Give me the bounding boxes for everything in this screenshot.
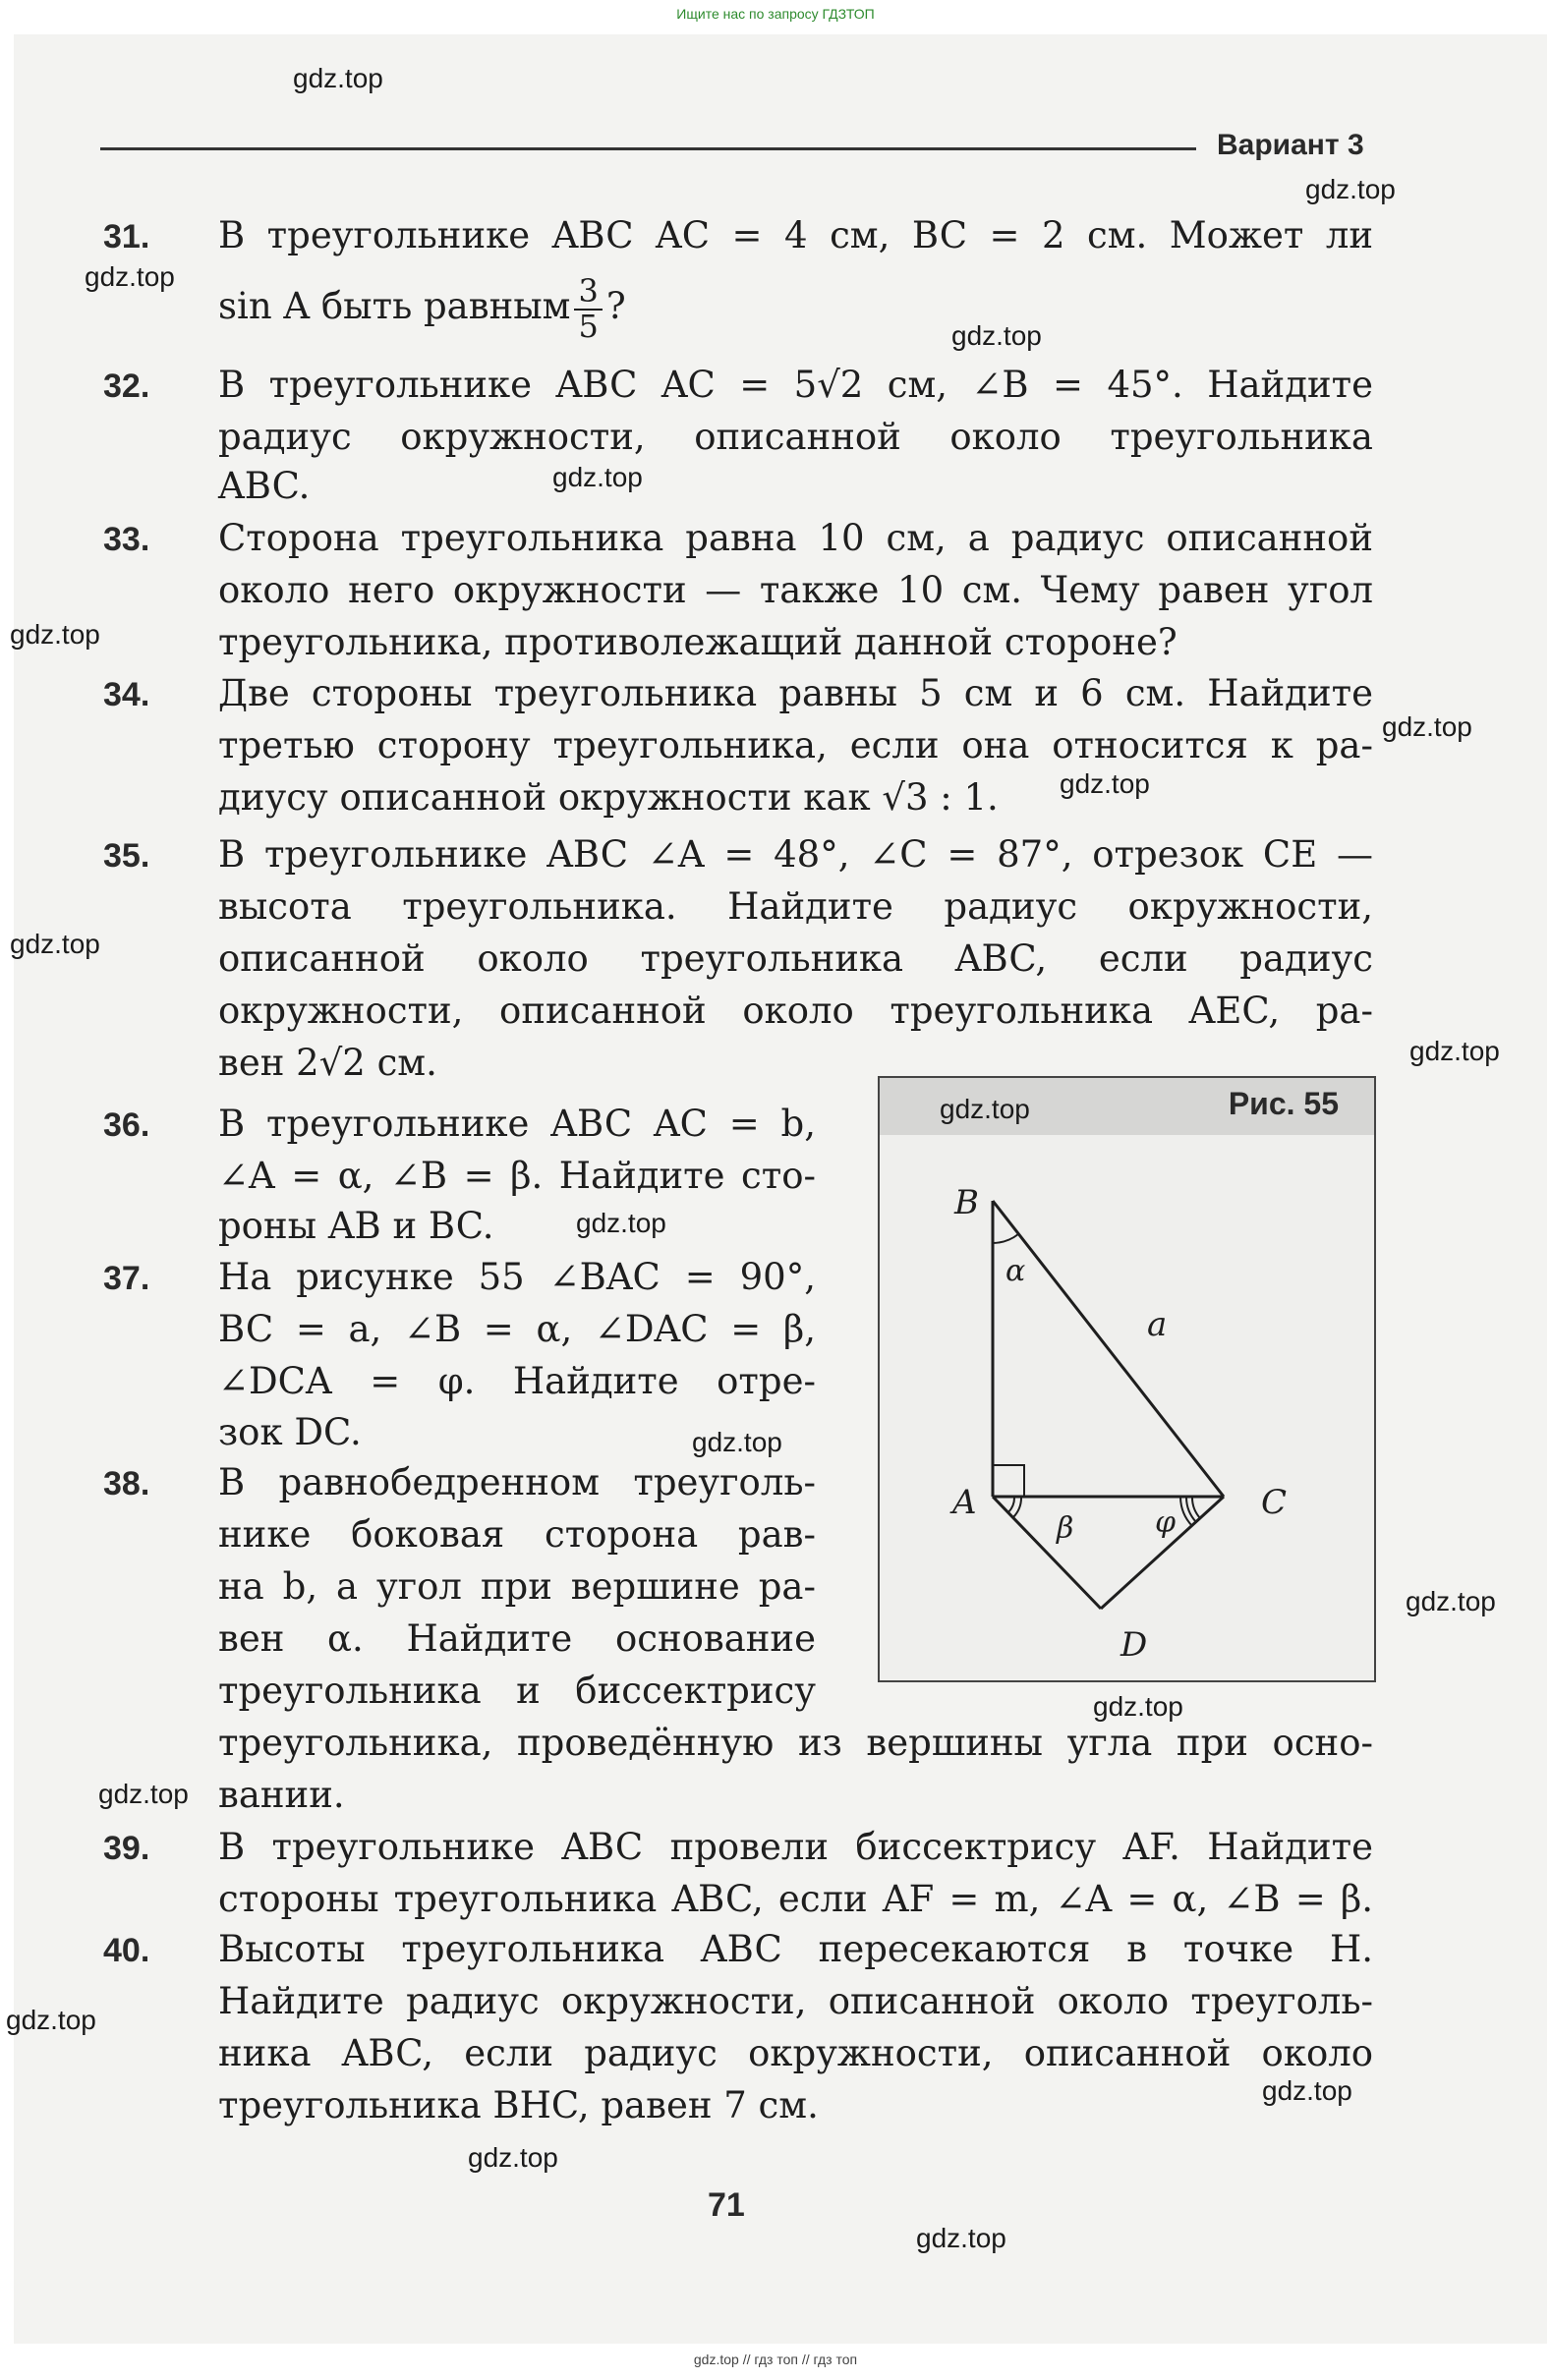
problem-40-line-2: Найдите радиус окружности, описанной около треуголь- — [218, 1980, 1373, 2022]
vertex-b-label: B — [954, 1183, 979, 1222]
top-note: Ищите нас по запросу ГДЗТОП — [676, 6, 875, 22]
problem-36-line-2: ∠A = α, ∠B = β. Найдите сто- — [218, 1155, 816, 1197]
page-number: 71 — [708, 2186, 745, 2224]
problem-31-line-2-text: sin A быть равным — [218, 285, 571, 328]
vertex-d-label: D — [1120, 1625, 1148, 1665]
problem-38-line-4: вен α. Найдите основание — [218, 1617, 816, 1660]
watermark: gdz.top — [940, 1094, 1030, 1124]
problem-38-number: 38. — [103, 1465, 150, 1502]
fraction — [574, 272, 602, 345]
watermark: gdz.top — [1305, 174, 1396, 204]
bottom-note: gdz.top // гдз топ // гдз топ — [693, 2352, 858, 2367]
figure-diagram — [880, 1078, 1374, 1680]
watermark: gdz.top — [1262, 2075, 1352, 2106]
problem-36-number: 36. — [103, 1106, 150, 1144]
header-rule — [100, 147, 1196, 150]
problem-35-line-1: В треугольнике ABC ∠A = 48°, ∠C = 87°, отрезок CE — — [218, 833, 1373, 876]
watermark: gdz.top — [10, 929, 100, 959]
angle-beta-label: β — [1057, 1511, 1074, 1546]
angle-phi-arc-1 — [1192, 1497, 1200, 1518]
problem-38-line-1: В равнобедренном треуголь- — [218, 1461, 816, 1503]
problem-39-line-2: стороны треугольника ABC, если AF = m, ∠A = α, ∠B = β. — [218, 1878, 1373, 1920]
problem-37-number: 37. — [103, 1260, 150, 1297]
problem-33-line-1: Сторона треугольника равна 10 см, а радиус описанной — [218, 517, 1373, 559]
vertex-c-label: C — [1261, 1483, 1288, 1522]
problem-35-number: 35. — [103, 837, 150, 875]
problem-38-line-7: вании. — [218, 1774, 345, 1816]
side-a-label: a — [1147, 1305, 1168, 1344]
problem-35-line-4: окружности, описанной около треугольника AEC, ра- — [218, 990, 1373, 1032]
vertex-a-label: A — [952, 1483, 977, 1522]
problem-33-line-2: около него окружности — также 10 см. Чему равен угол — [218, 569, 1373, 611]
problem-31-line-2 — [218, 272, 626, 345]
watermark: gdz.top — [1382, 711, 1472, 742]
problem-37-line-3: ∠DCA = φ. Найдите отре- — [218, 1360, 816, 1402]
watermark: gdz.top — [85, 261, 175, 292]
side-ad — [993, 1497, 1101, 1609]
problem-34-line-1: Две стороны треугольника равны 5 см и 6 см. Найдите — [218, 672, 1373, 714]
problem-34-line-2: третью сторону треугольника, если она относится к ра- — [218, 724, 1373, 766]
problem-32-line-2: радиус окружности, описанной около треугольника — [218, 416, 1373, 458]
problem-34-line-3: диусу описанной окружности как √3 : 1. — [218, 776, 999, 819]
problem-31-line-1: В треугольнике ABC AC = 4 см, BC = 2 см. Может ли — [218, 214, 1373, 256]
angle-beta-arc-1 — [1008, 1497, 1014, 1512]
problem-32-line-3: ABC. — [218, 465, 311, 507]
problem-38-line-5: треугольника и биссектрису — [218, 1670, 816, 1712]
right-angle-mark — [993, 1465, 1024, 1497]
watermark: gdz.top — [468, 2142, 558, 2173]
watermark: gdz.top — [1093, 1691, 1183, 1722]
problem-39-number: 39. — [103, 1830, 150, 1867]
problem-37-line-4: зок DC. — [218, 1411, 362, 1453]
problem-34-number: 34. — [103, 676, 150, 713]
problem-31-number: 31. — [103, 218, 150, 255]
watermark: gdz.top — [1060, 768, 1150, 799]
problem-38-line-3: на b, а угол при вершине ра- — [218, 1565, 816, 1608]
watermark: gdz.top — [1406, 1586, 1496, 1616]
problem-35-line-3: описанной около треугольника ABC, если радиус — [218, 937, 1373, 980]
watermark: gdz.top — [10, 619, 100, 650]
problem-37-line-2: BC = a, ∠B = α, ∠DAC = β, — [218, 1308, 816, 1350]
problem-35-line-5: вен 2√2 см. — [218, 1042, 437, 1084]
watermark: gdz.top — [293, 63, 383, 93]
problem-39-line-1: В треугольнике ABC провели биссектрису AF. Найдите — [218, 1826, 1373, 1868]
watermark: gdz.top — [951, 320, 1042, 351]
problem-37-line-1: На рисунке 55 ∠BAC = 90°, — [218, 1256, 816, 1298]
watermark: gdz.top — [552, 462, 643, 492]
figure-title: Рис. 55 — [1228, 1086, 1339, 1121]
watermark: gdz.top — [692, 1427, 782, 1457]
problem-36-line-3: роны AB и BC. — [218, 1205, 494, 1247]
problem-38-line-2: нике боковая сторона рав- — [218, 1513, 816, 1556]
angle-alpha-label: α — [1005, 1254, 1026, 1288]
problem-33-line-3: треугольника, противолежащий данной стороне? — [218, 621, 1178, 663]
angle-alpha-arc — [993, 1234, 1018, 1243]
problem-33-number: 33. — [103, 521, 150, 558]
problem-40-line-4: треугольника BHC, равен 7 см. — [218, 2084, 819, 2126]
problem-32-line-1: В треугольнике ABC AC = 5√2 см, ∠B = 45°. Найдите — [218, 364, 1373, 406]
watermark: gdz.top — [6, 2005, 96, 2035]
problem-32-number: 32. — [103, 368, 150, 405]
problem-40-number: 40. — [103, 1932, 150, 1969]
figure-55 — [878, 1076, 1376, 1682]
fraction-numerator: 3 — [574, 275, 602, 311]
fraction-denominator: 5 — [578, 307, 599, 345]
problem-40-line-1: Высоты треугольника ABC пересекаются в точке H. — [218, 1928, 1373, 1970]
watermark: gdz.top — [576, 1208, 666, 1238]
problem-36-line-1: В треугольнике ABC AC = b, — [218, 1103, 816, 1145]
problem-35-line-2: высота треугольника. Найдите радиус окружности, — [218, 885, 1373, 928]
watermark: gdz.top — [1409, 1036, 1500, 1066]
side-bc — [993, 1201, 1224, 1497]
angle-phi-label: φ — [1155, 1505, 1177, 1540]
problem-40-line-3: ника ABC, если радиус окружности, описанной около — [218, 2032, 1373, 2074]
problem-38-line-6: треугольника, проведённую из вершины угла при осно- — [218, 1722, 1373, 1764]
problem-31-tail: ? — [605, 285, 626, 328]
variant-heading: Вариант 3 — [1217, 129, 1364, 161]
watermark: gdz.top — [916, 2223, 1006, 2253]
watermark: gdz.top — [98, 1779, 189, 1809]
